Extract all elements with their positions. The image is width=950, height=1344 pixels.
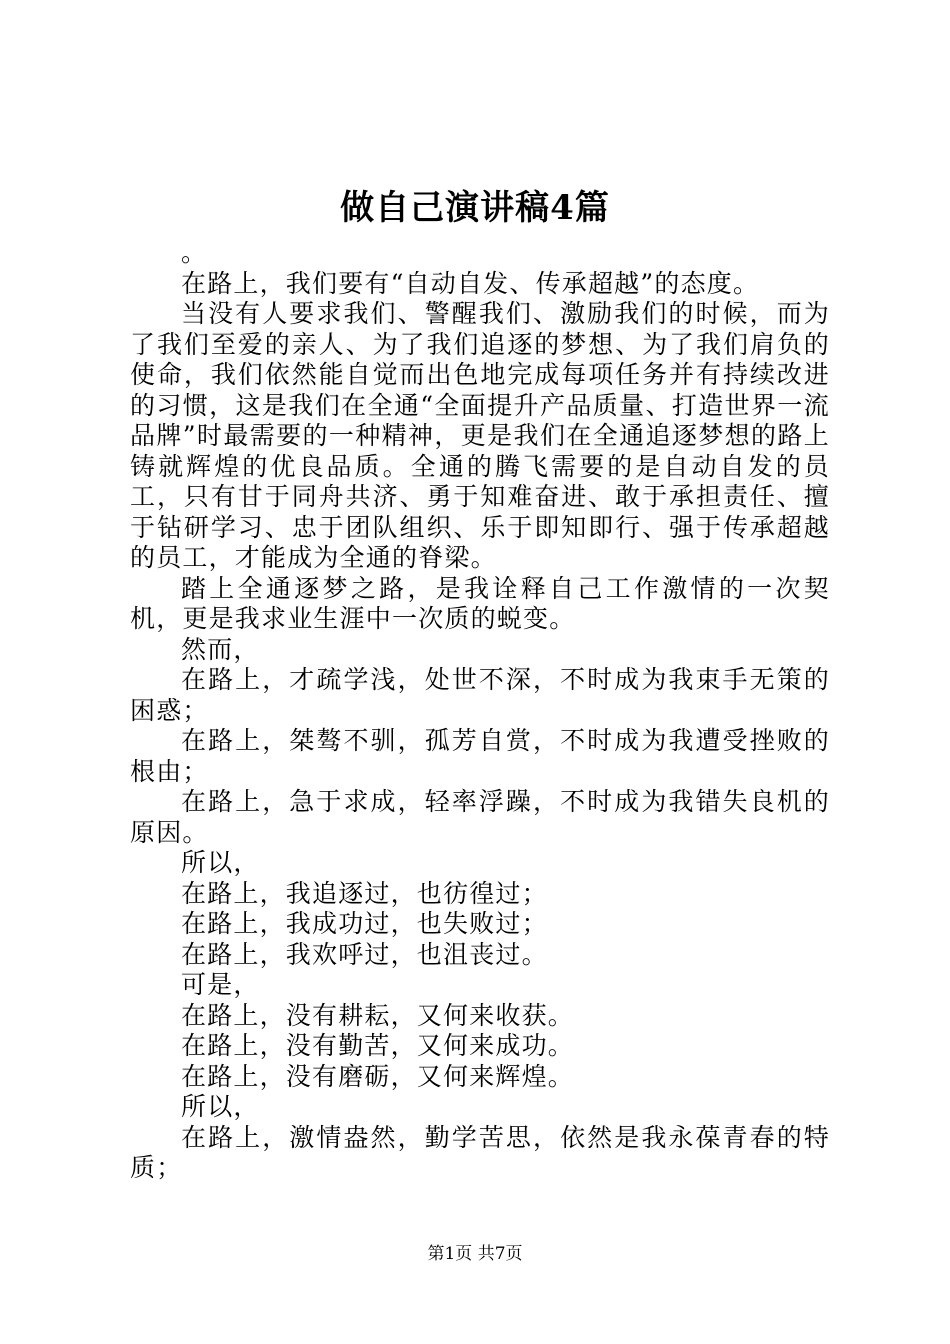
- paragraph: 所以，: [181, 1092, 260, 1121]
- paragraph: 当没有人要求我们、警醒我们、激励我们的时候，而为了我们至爱的亲人、为了我们追逐的梦想、为了我们肩负的使命，我们依然能自觉而出色地完成每项任务并有持续改进的习惯，这是我们在全通“全面提升产品质量、打造世界一流品牌”时最需要的一种精神，更是我们在全通追逐梦想的路上铸就辉煌的优良品质。全通的腾飞需要的是自动自发的员工，只有甘于同舟共济、勇于知难奋进、敢于承担责任、擅于钻研学习、忠于团队组织、乐于即知即行、强于传承超越的员工，才能成为全通的脊梁。: [130, 299, 830, 572]
- paragraph: 在路上，我追逐过，也彷徨过；: [181, 878, 548, 908]
- document-title: 做自己演讲稿4篇: [340, 188, 610, 228]
- page-number-footer: 第1页 共7页: [427, 1244, 523, 1264]
- paragraph: 在路上，激情盎然，勤学苦思，依然是我永葆青春的特质；: [130, 1122, 830, 1182]
- paragraph: 。: [181, 238, 208, 267]
- document-body: [130, 238, 830, 1184]
- paragraph: 在路上，没有耕耘，又何来收获。: [181, 1000, 575, 1030]
- paragraph: 在路上，我欢呼过，也沮丧过。: [181, 939, 548, 969]
- paragraph: 在路上，我成功过，也失败过；: [181, 909, 548, 938]
- paragraph: 在路上，才疏学浅，处世不深，不时成为我束手无策的困惑；: [130, 665, 830, 725]
- paragraph: 在路上，我们要有“自动自发、传承超越”的态度。: [181, 268, 760, 298]
- paragraph: 可是，: [181, 970, 260, 999]
- paragraph: 在路上，没有勤苦，又何来成功。: [181, 1031, 575, 1060]
- paragraph: 在路上，桀骜不驯，孤芳自赏，不时成为我遭受挫败的根由；: [130, 726, 830, 786]
- paragraph: 在路上，没有磨砺，又何来辉煌。: [181, 1061, 575, 1091]
- paragraph: 所以，: [181, 848, 260, 877]
- paragraph: 踏上全通逐梦之路，是我诠释自己工作激情的一次契机，更是我求业生涯中一次质的蜕变。: [130, 573, 830, 633]
- paragraph: 然而，: [181, 634, 260, 664]
- paragraph: 在路上，急于求成，轻率浮躁，不时成为我错失良机的原因。: [130, 787, 830, 847]
